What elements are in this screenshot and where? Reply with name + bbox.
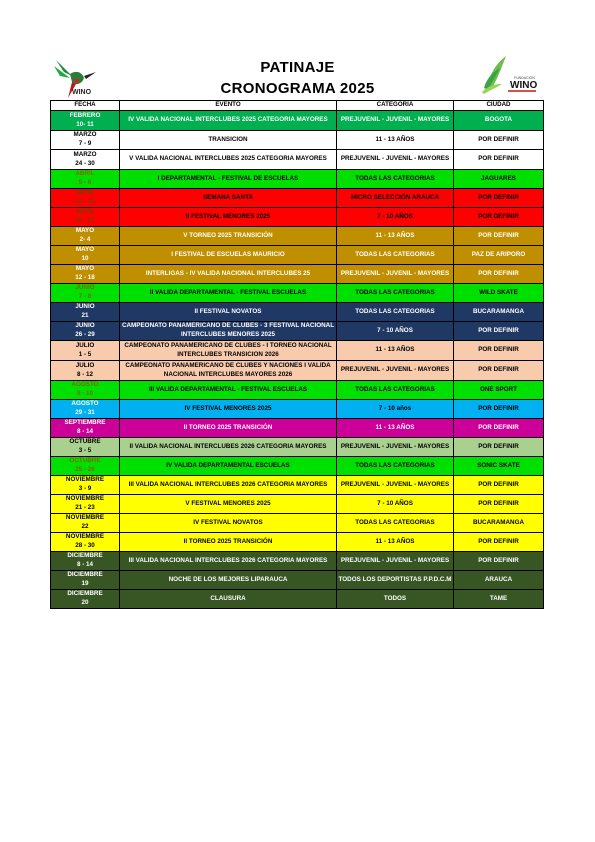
table-row bbox=[51, 246, 544, 265]
table-row bbox=[51, 400, 544, 419]
cell-categoria: PREJUVENIL - JUVENIL - MAYORES bbox=[337, 265, 454, 284]
column-header-ciudad: CIUDAD bbox=[454, 101, 544, 111]
fecha-month: NOVIEMBRE bbox=[65, 495, 105, 503]
fecha-days: 24 - 30 bbox=[75, 159, 95, 167]
cell-ciudad: WILD SKATE bbox=[454, 284, 544, 303]
cell-ciudad: BOGOTA bbox=[454, 111, 544, 131]
hummingbird-logo-left bbox=[50, 54, 100, 102]
cell-categoria: PREJUVENIL - JUVENIL - MAYORES bbox=[337, 552, 454, 571]
title-line-1: PATINAJE bbox=[260, 59, 335, 76]
cell-fecha bbox=[51, 265, 120, 284]
table-row bbox=[51, 265, 544, 284]
fecha-month: MAYO bbox=[75, 246, 95, 254]
cell-fecha bbox=[51, 400, 120, 419]
cell-ciudad: POR DEFINIR bbox=[454, 189, 544, 208]
cell-fecha bbox=[51, 303, 120, 322]
fecha-month: ABRIL bbox=[75, 189, 95, 197]
table-row bbox=[51, 170, 544, 189]
cell-fecha bbox=[51, 476, 120, 495]
cell-categoria: TODAS LAS CATEGORIAS bbox=[337, 284, 454, 303]
cell-categoria: 11 - 13 AÑOS bbox=[337, 419, 454, 438]
table-row bbox=[51, 322, 544, 341]
cell-fecha bbox=[51, 227, 120, 246]
cell-categoria: PREJUVENIL - JUVENIL - MAYORES bbox=[337, 476, 454, 495]
cell-evento: NOCHE DE LOS MEJORES LIPARAUCA bbox=[120, 571, 337, 590]
cell-categoria: 11 - 13 AÑOS bbox=[337, 131, 454, 150]
cell-evento: II VALIDA DEPARTAMENTAL - FESTIVAL ESCUELAS bbox=[120, 284, 337, 303]
cell-evento: IV VALIDA NACIONAL INTERCLUBES 2025 CATEGORIA MAYORES bbox=[120, 111, 337, 131]
cell-evento: III VALIDA DEPARTAMENTAL - FESTIVAL ESCUELAS bbox=[120, 381, 337, 400]
schedule-table bbox=[50, 100, 544, 609]
cell-ciudad: POR DEFINIR bbox=[454, 552, 544, 571]
fecha-days: 9 - 10 bbox=[76, 390, 94, 397]
cell-fecha bbox=[51, 571, 120, 590]
fecha-days: 14 - 20 bbox=[75, 198, 95, 205]
cell-evento: SEMANA SANTA bbox=[120, 189, 337, 208]
fecha-days: 25 - 27 bbox=[75, 217, 95, 224]
fecha-month: JUNIO bbox=[75, 284, 95, 292]
cell-ciudad: POR DEFINIR bbox=[454, 438, 544, 457]
fecha-month: JUNIO bbox=[75, 303, 95, 311]
table-row bbox=[51, 361, 544, 381]
table-row bbox=[51, 419, 544, 438]
cell-ciudad: POR DEFINIR bbox=[454, 341, 544, 361]
cell-fecha bbox=[51, 322, 120, 341]
cell-ciudad: ARAUCA bbox=[454, 571, 544, 590]
cell-fecha bbox=[51, 189, 120, 208]
cell-evento: CAMPEONATO PANAMERICANO DE CLUBES - I TORNEO NACIONAL INTERCLUBES TRANSICION 2026 bbox=[120, 341, 337, 361]
cell-ciudad: ONE SPORT bbox=[454, 381, 544, 400]
cell-evento: INTERLIGAS - IV VALIDA NACIONAL INTERCLUBES 25 bbox=[120, 265, 337, 284]
cell-ciudad: POR DEFINIR bbox=[454, 227, 544, 246]
cell-categoria: 7 - 10 AÑOS bbox=[337, 208, 454, 227]
wino-logo-right bbox=[480, 52, 540, 98]
cell-categoria: TODOS LOS DEPORTISTAS P.P.D.C.M bbox=[337, 571, 454, 590]
cell-categoria: TODAS LAS CATEGORIAS bbox=[337, 303, 454, 322]
fecha-days: 1 - 5 bbox=[78, 350, 92, 358]
table-row bbox=[51, 303, 544, 322]
cell-ciudad: SONIC SKATE bbox=[454, 457, 544, 476]
cell-fecha bbox=[51, 208, 120, 227]
cell-ciudad: POR DEFINIR bbox=[454, 419, 544, 438]
fecha-month: ABRIL bbox=[75, 208, 95, 216]
cell-fecha bbox=[51, 438, 120, 457]
fecha-days: 5 - 6 bbox=[78, 179, 92, 186]
fecha-month: FEBRERO bbox=[69, 111, 101, 119]
fecha-days: 10 bbox=[81, 255, 89, 262]
fecha-days: 28 - 30 bbox=[75, 542, 95, 549]
table-row bbox=[51, 438, 544, 457]
logo-right-text: WINO bbox=[510, 80, 538, 91]
fecha-days: 7 - 9 bbox=[78, 140, 92, 147]
cell-ciudad: POR DEFINIR bbox=[454, 495, 544, 514]
cell-evento: V VALIDA NACIONAL INTERCLUBES 2025 CATEGORIA MAYORES bbox=[120, 150, 337, 170]
cell-categoria: 11 - 13 AÑOS bbox=[337, 341, 454, 361]
cell-fecha bbox=[51, 533, 120, 552]
table-row bbox=[51, 571, 544, 590]
cell-ciudad: TAME bbox=[454, 590, 544, 609]
fecha-days: 20 bbox=[81, 599, 89, 606]
table-row bbox=[51, 514, 544, 533]
cell-evento: TRANSICION bbox=[120, 131, 337, 150]
fecha-month: JULIO bbox=[75, 341, 95, 349]
fecha-days: 3 - 9 bbox=[78, 485, 92, 492]
fecha-month: DICIEMBRE bbox=[67, 590, 103, 598]
cell-ciudad: POR DEFINIR bbox=[454, 400, 544, 419]
fecha-month: MARZO bbox=[73, 131, 97, 139]
cell-ciudad: PAZ DE ARIPORO bbox=[454, 246, 544, 265]
cell-fecha bbox=[51, 341, 120, 361]
cell-categoria: 11 - 13 AÑOS bbox=[337, 227, 454, 246]
table-row bbox=[51, 457, 544, 476]
table-header-row bbox=[51, 101, 544, 111]
cell-fecha bbox=[51, 361, 120, 381]
cell-fecha bbox=[51, 419, 120, 438]
cell-evento: V TORNEO 2025 TRANSICIÓN bbox=[120, 227, 337, 246]
cell-categoria: MICRO SELECCIÓN ARAUCA bbox=[337, 189, 454, 208]
cell-fecha bbox=[51, 552, 120, 571]
cell-fecha bbox=[51, 457, 120, 476]
fecha-days: 8 - 12 bbox=[76, 370, 94, 378]
logo-right-small-text: FUNDACIÓN bbox=[514, 76, 535, 80]
table-row bbox=[51, 341, 544, 361]
cell-categoria: PREJUVENIL - JUVENIL - MAYORES bbox=[337, 111, 454, 131]
cell-ciudad: BUCARAMANGA bbox=[454, 514, 544, 533]
column-header-fecha: FECHA bbox=[51, 101, 120, 111]
cell-evento: II TORNEO 2025 TRANSICIÓN bbox=[120, 419, 337, 438]
table-row bbox=[51, 381, 544, 400]
cell-categoria: TODAS LAS CATEGORIAS bbox=[337, 514, 454, 533]
cell-categoria: TODOS bbox=[337, 590, 454, 609]
cell-ciudad: JAGUARES bbox=[454, 170, 544, 189]
fecha-days: 7 - 8 bbox=[78, 293, 92, 300]
table-row bbox=[51, 552, 544, 571]
cell-ciudad: POR DEFINIR bbox=[454, 361, 544, 381]
cell-evento: II FESTIVAL NOVATOS bbox=[120, 303, 337, 322]
cell-fecha bbox=[51, 495, 120, 514]
cell-evento: I DEPARTAMENTAL - FESTIVAL DE ESCUELAS bbox=[120, 170, 337, 189]
cell-categoria: 7 - 10 años bbox=[337, 400, 454, 419]
table-row bbox=[51, 495, 544, 514]
cell-ciudad: POR DEFINIR bbox=[454, 476, 544, 495]
cell-evento: IV FESTIVAL MENORES 2025 bbox=[120, 400, 337, 419]
title-line-2: CRONOGRAMA 2025 bbox=[220, 80, 375, 97]
fecha-month: ABRIL bbox=[75, 170, 95, 178]
column-header-evento: EVENTO bbox=[120, 101, 337, 111]
cell-categoria: TODAS LAS CATEGORIAS bbox=[337, 170, 454, 189]
cell-fecha bbox=[51, 590, 120, 609]
fecha-days: 21 bbox=[81, 312, 89, 319]
fecha-month: NOVIEMBRE bbox=[65, 476, 105, 484]
cell-categoria: TODAS LAS CATEGORIAS bbox=[337, 457, 454, 476]
column-header-categoria: CATEGORIA bbox=[337, 101, 454, 111]
fecha-month: JUNIO bbox=[75, 322, 95, 330]
cell-ciudad: POR DEFINIR bbox=[454, 265, 544, 284]
cell-fecha bbox=[51, 284, 120, 303]
table-row bbox=[51, 189, 544, 208]
cell-categoria: PREJUVENIL - JUVENIL - MAYORES bbox=[337, 361, 454, 381]
table-row bbox=[51, 284, 544, 303]
fecha-days: 21 - 23 bbox=[75, 504, 95, 511]
cell-fecha bbox=[51, 381, 120, 400]
fecha-month: AGOSTO bbox=[71, 381, 99, 389]
cell-categoria: 11 - 13 AÑOS bbox=[337, 533, 454, 552]
cell-ciudad: POR DEFINIR bbox=[454, 533, 544, 552]
table-row bbox=[51, 227, 544, 246]
table-body bbox=[51, 111, 544, 609]
cell-categoria: TODAS LAS CATEGORIAS bbox=[337, 246, 454, 265]
fecha-month: NOVIEMBRE bbox=[65, 533, 105, 541]
cell-fecha bbox=[51, 131, 120, 150]
fecha-month: OCTUBRE bbox=[69, 438, 101, 446]
cell-categoria: PREJUVENIL - JUVENIL - MAYORES bbox=[337, 150, 454, 170]
table-row bbox=[51, 590, 544, 609]
fecha-month: AGOSTO bbox=[71, 400, 99, 408]
cell-fecha bbox=[51, 514, 120, 533]
cell-ciudad: POR DEFINIR bbox=[454, 150, 544, 170]
cell-fecha bbox=[51, 150, 120, 170]
fecha-month: NOVIEMBRE bbox=[65, 514, 105, 522]
cell-evento: II FESTIVAL MENORES 2025 bbox=[120, 208, 337, 227]
cell-ciudad: POR DEFINIR bbox=[454, 131, 544, 150]
cell-ciudad: POR DEFINIR bbox=[454, 322, 544, 341]
cell-categoria: 7 - 10 AÑOS bbox=[337, 322, 454, 341]
fecha-month: MAYO bbox=[75, 265, 95, 273]
cell-fecha bbox=[51, 246, 120, 265]
fecha-days: 2- 4 bbox=[79, 236, 91, 243]
cell-ciudad: BUCARAMANGA bbox=[454, 303, 544, 322]
cell-categoria: TODAS LAS CATEGORIAS bbox=[337, 381, 454, 400]
cell-evento: CAMPEONATO PANAMERICANO DE CLUBES - 3 FESTIVAL NACIONAL INTERCLUBES MENORES 2025 bbox=[120, 322, 337, 341]
cell-evento: IV FESTIVAL NOVATOS bbox=[120, 514, 337, 533]
cell-evento: I FESTIVAL DE ESCUELAS MAURICIO bbox=[120, 246, 337, 265]
cell-evento: CLAUSURA bbox=[120, 590, 337, 609]
table-row bbox=[51, 208, 544, 227]
table-row bbox=[51, 111, 544, 131]
cell-evento: V FESTIVAL MENORES 2025 bbox=[120, 495, 337, 514]
fecha-month: SEPTIEMBRE bbox=[64, 419, 106, 427]
fecha-days: 29 - 31 bbox=[75, 409, 95, 416]
logo-left-text: WINO bbox=[72, 89, 92, 96]
cell-evento: III VALIDA NACIONAL INTERCLUBES 2026 CATEGORIA MAYORES bbox=[120, 552, 337, 571]
fecha-days: 19 bbox=[81, 580, 89, 587]
fecha-days: 22 bbox=[81, 523, 89, 530]
fecha-month: MAYO bbox=[75, 227, 95, 235]
fecha-days: 8 - 14 bbox=[76, 561, 94, 568]
fecha-month: MARZO bbox=[73, 150, 97, 158]
cell-categoria: PREJUVENIL - JUVENIL - MAYORES bbox=[337, 438, 454, 457]
cell-evento: IV VALIDA DEPARTAMENTAL ESCUELAS bbox=[120, 457, 337, 476]
fecha-month: DICIEMBRE bbox=[67, 571, 103, 579]
fecha-month: DICIEMBRE bbox=[67, 552, 103, 560]
fecha-days: 26 - 29 bbox=[75, 331, 95, 338]
table-row bbox=[51, 131, 544, 150]
table-row bbox=[51, 150, 544, 170]
fecha-days: 25 - 26 bbox=[75, 466, 95, 473]
fecha-days: 3 - 5 bbox=[78, 447, 92, 454]
table-row bbox=[51, 533, 544, 552]
cell-evento: II VALIDA NACIONAL INTERCLUBES 2026 CATEGORIA MAYORES bbox=[120, 438, 337, 457]
fecha-month: OCTUBRE bbox=[69, 457, 101, 465]
table-row bbox=[51, 476, 544, 495]
cell-fecha bbox=[51, 111, 120, 131]
fecha-days: 10- 11 bbox=[76, 120, 94, 128]
fecha-days: 8 - 14 bbox=[76, 428, 94, 435]
fecha-days: 12 - 18 bbox=[75, 274, 95, 281]
cell-categoria: 7 - 10 AÑOS bbox=[337, 495, 454, 514]
cell-evento: III VALIDA NACIONAL INTERCLUBES 2026 CATEGORIA MAYORES bbox=[120, 476, 337, 495]
cell-fecha bbox=[51, 170, 120, 189]
cell-ciudad: POR DEFINIR bbox=[454, 208, 544, 227]
cell-evento: CAMPEONATO PANAMERICANO DE CLUBES Y NACIONES I VALIDA NACIONAL INTERCLUBES MAYORES 2026 bbox=[120, 361, 337, 381]
cell-evento: II TORNEO 2025 TRANSICIÓN bbox=[120, 533, 337, 552]
fecha-month: JULIO bbox=[75, 361, 95, 369]
